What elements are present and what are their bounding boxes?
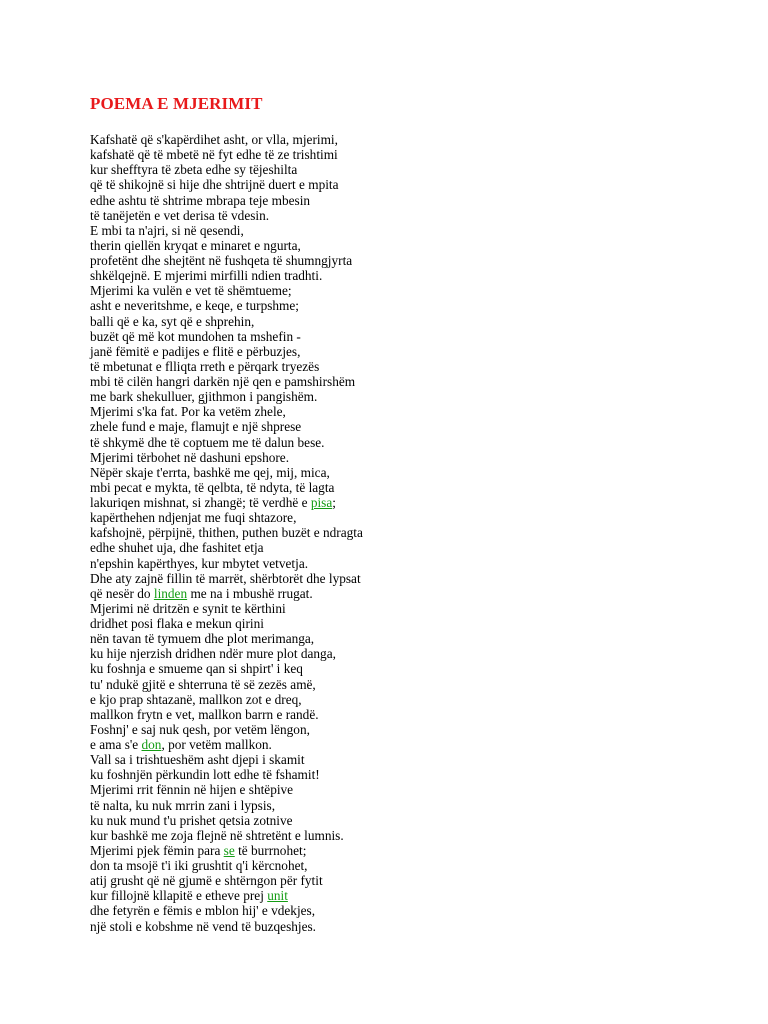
poem-line — [90, 616, 750, 631]
poem-line — [90, 208, 750, 223]
poem-line — [90, 873, 750, 888]
poem-line — [90, 919, 750, 934]
poem-text: mbi të cilën hangri darkën një qen e pamshirshëm — [90, 374, 356, 389]
poem-text: nën tavan të tymuem dhe plot merimanga, — [90, 631, 315, 647]
poem-line — [90, 722, 750, 737]
poem-line — [90, 843, 750, 858]
poem-word-link[interactable]: linden — [153, 585, 188, 601]
poem-line — [90, 404, 750, 419]
poem-line — [90, 450, 750, 465]
poem-text: buzët që më kot mundohen ta mshefin - — [90, 328, 301, 344]
poem-line — [90, 858, 750, 873]
poem-line — [90, 903, 750, 918]
poem-text: edhe ashtu të shtrime mbrapa teje mbesin — [90, 192, 311, 208]
poem-line — [90, 540, 750, 555]
poem-line — [90, 223, 750, 238]
poem-word-link[interactable]: unit — [267, 888, 288, 904]
poem-line — [90, 177, 750, 192]
poem-text: lakuriqen mishnat, si zhangë; të verdhë e — [90, 495, 311, 510]
poem-body — [90, 132, 750, 934]
poem-line — [90, 737, 750, 752]
poem-text: profetënt dhe shejtënt në fushqeta të shumngjyrta — [90, 253, 353, 268]
poem-line — [90, 374, 750, 389]
poem-text: asht e neveritshme, e keqe, e turpshme; — [90, 298, 299, 314]
poem-text: e kjo prap shtazanë, mallkon zot e dreq, — [90, 691, 302, 707]
poem-line — [90, 344, 750, 359]
poem-text: ku nuk mund t'u prishet qetsia zotnive — [90, 812, 293, 828]
poem-text: don ta msojë t'i iki grushtit q'i kërcnohet, — [90, 858, 308, 873]
poem-line — [90, 888, 750, 903]
poem-line — [90, 435, 750, 450]
poem-line — [90, 677, 750, 692]
poem-text: E mbi ta n'ajri, si në qesendi, — [90, 222, 244, 238]
poem-line — [90, 147, 750, 162]
poem-line — [90, 238, 750, 253]
poem-line — [90, 389, 750, 404]
poem-line — [90, 661, 750, 676]
poem-line — [90, 556, 750, 571]
poem-line — [90, 767, 750, 782]
poem-line — [90, 510, 750, 525]
poem-text: n'epshin kapërthyes, kur mbytet vetvetja. — [90, 555, 309, 571]
poem-text: me na i mbushë rrugat. — [187, 585, 313, 601]
poem-line — [90, 813, 750, 828]
poem-line — [90, 162, 750, 177]
poem-text: kapërthehen ndjenjat me fuqi shtazore, — [90, 510, 297, 526]
poem-text: therin qiellën kryqat e minaret e ngurta, — [90, 237, 301, 253]
poem-line — [90, 631, 750, 646]
poem-line — [90, 692, 750, 707]
poem-line — [90, 193, 750, 208]
poem-text: kur fillojnë kllapitë e etheve prej — [90, 888, 268, 904]
poem-text: mallkon frytn e vet, mallkon barrn e randë. — [90, 706, 319, 722]
poem-text: me bark shekulluer, gjithmon i pangishëm. — [90, 389, 318, 405]
poem-line — [90, 798, 750, 813]
poem-text: tu' ndukë gjitë e shterruna të së zezës amë, — [90, 676, 316, 692]
poem-line — [90, 586, 750, 601]
poem-line — [90, 268, 750, 283]
poem-text: ; — [332, 495, 336, 510]
poem-text: edhe shuhet uja, dhe fashitet etja — [90, 540, 264, 556]
poem-text: kafshojnë, përpijnë, thithen, puthen buzët e ndragta — [90, 525, 363, 541]
poem-line — [90, 707, 750, 722]
poem-text: Mjerimi tërbohet në dashuni epshore. — [90, 449, 290, 465]
poem-text: të burrnohet; — [234, 842, 307, 858]
poem-title: POEMA E MJERIMIT — [90, 94, 263, 113]
poem-text: Mjerimi rrit fënnin në hijen e shtëpive — [90, 782, 294, 798]
poem-text: mbi pecat e mykta, të qelbta, të ndyta, të lagta — [90, 479, 335, 495]
poem-text: që nesër do — [90, 585, 154, 601]
poem-word-link[interactable]: pisa — [310, 495, 333, 510]
poem-text: kur shefftyra të zbeta edhe sy tëjeshilta — [90, 162, 298, 178]
poem-text: të mbetunat e flliqta rreth e përqark tryezës — [90, 358, 320, 374]
poem-text: të nalta, ku nuk mrrin zani i lypsis, — [90, 797, 276, 813]
poem-text: dridhet posi flaka e mekun qirini — [90, 616, 264, 631]
document-page — [90, 94, 750, 934]
poem-text: janë fëmitë e padijes e flitë e përbuzjes, — [90, 343, 301, 359]
poem-text: Nëpër skaje t'errta, bashkë me qej, mij, mica, — [90, 464, 330, 480]
poem-line — [90, 571, 750, 586]
poem-line — [90, 314, 750, 329]
poem-text: zhele fund e maje, flamujt e një shprese — [90, 419, 302, 435]
poem-text: të tanëjetën e vet derisa të vdesin. — [90, 207, 270, 223]
poem-line — [90, 525, 750, 540]
poem-text: ku foshnjën përkundin lott edhe të fshamit! — [90, 767, 320, 783]
poem-line — [90, 480, 750, 495]
poem-line — [90, 419, 750, 434]
poem-line — [90, 782, 750, 797]
poem-text: kur bashkë me zoja flejnë në shtretënt e lumnis. — [90, 827, 344, 843]
poem-text: Mjerimi ka vulën e vet të shëmtueme; — [90, 283, 292, 299]
poem-text: balli që e ka, syt që e shprehin, — [90, 313, 255, 329]
poem-text: , por vetëm mallkon. — [161, 737, 272, 752]
poem-text: ku foshnja e smueme qan si shpirt' i keq — [90, 661, 303, 677]
poem-word-link[interactable]: don — [141, 737, 162, 752]
poem-text: Vall sa i trishtueshëm asht djepi i skamit — [90, 752, 305, 768]
poem-line — [90, 752, 750, 767]
poem-text: Kafshatë që s'kapërdihet asht, or vlla, mjerimi, — [90, 132, 338, 147]
poem-text: që të shikojnë si hije dhe shtrijnë duert e mpita — [90, 177, 339, 193]
poem-line — [90, 646, 750, 661]
poem-line — [90, 298, 750, 313]
poem-text: kafshatë që të mbetë në fyt edhe të ze trishtimi — [90, 147, 338, 163]
poem-text: atij grusht që në gjumë e shtërngon për fytit — [90, 873, 323, 889]
poem-line — [90, 828, 750, 843]
poem-text: dhe fetyrën e fëmis e mblon hij' e vdekjes, — [90, 903, 316, 919]
poem-line — [90, 495, 750, 510]
poem-text: Mjerimi s'ka fat. Por ka vetëm zhele, — [90, 404, 286, 420]
poem-line — [90, 359, 750, 374]
poem-word-link[interactable]: se — [223, 842, 235, 858]
poem-line — [90, 329, 750, 344]
poem-line — [90, 253, 750, 268]
poem-text: Foshnj' e saj nuk qesh, por vetëm lëngon, — [90, 721, 310, 737]
poem-line — [90, 465, 750, 480]
poem-text: Mjerimi në dritzën e synit te kërthini — [90, 600, 286, 616]
poem-text: Dhe aty zajnë fillin të marrët, shërbtorët dhe lypsat — [90, 570, 361, 586]
poem-text: Mjerimi pjek fëmin para — [90, 842, 224, 858]
poem-line — [90, 601, 750, 616]
poem-line — [90, 283, 750, 298]
poem-text: të shkymë dhe të coptuem me të dalun bese. — [90, 434, 325, 450]
poem-text: ku hije njerzish dridhen ndër mure plot danga, — [90, 646, 336, 662]
poem-text: shkëlqejnë. E mjerimi mirfilli ndien tradhti. — [90, 268, 323, 284]
poem-text: e ama s'e — [90, 737, 142, 752]
poem-text: një stoli e kobshme në vend të buzqeshjes. — [90, 918, 316, 934]
poem-line — [90, 132, 750, 147]
